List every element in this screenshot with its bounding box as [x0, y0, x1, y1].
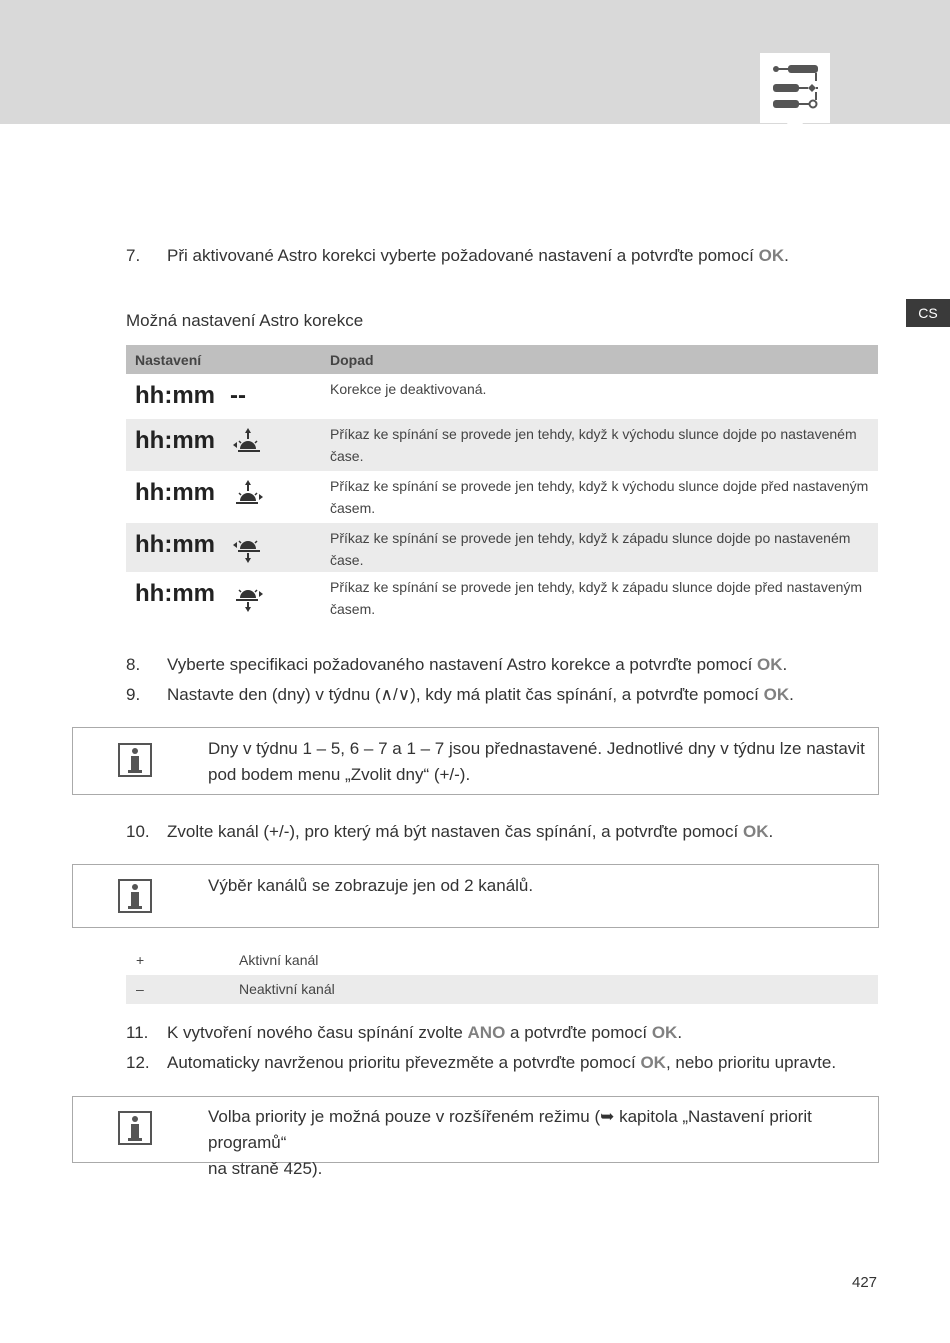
ok-key: OK — [742, 822, 769, 841]
step-number: 8. — [126, 655, 141, 674]
table-row — [126, 419, 878, 471]
ano-key: ANO — [467, 1023, 506, 1042]
time-setting: hh:mm — [135, 479, 215, 506]
astro-correction-table — [126, 345, 878, 624]
ok-key: OK — [640, 1053, 666, 1072]
sunrise-after-icon — [230, 427, 270, 457]
ok-key: OK — [758, 246, 785, 265]
info-icon — [118, 1111, 152, 1145]
ok-key: OK — [763, 685, 790, 704]
channel-sign: – — [136, 981, 144, 997]
section-title: Možná nastavení Astro korekce — [126, 311, 364, 330]
channel-row-active — [126, 946, 878, 975]
step-number: 9. — [126, 685, 141, 704]
page-number: 427 — [852, 1274, 878, 1291]
table-header — [126, 345, 878, 374]
step-text: Zvolte kanál (+/-), pro který má být nastaven čas spínání, a potvrďte pomocí OK. — [167, 822, 774, 841]
note-text: Dny v týdnu 1 – 5, 6 – 7 a 1 – 7 jsou přednastavené. Jednotlivé dny v týdnu lze nastavit pod bodem menu „Zvolit dny“ (+/-). — [208, 739, 865, 784]
table-row — [126, 523, 878, 572]
info-note — [72, 727, 879, 795]
channel-label: Neaktivní kanál — [239, 981, 335, 997]
step-number: 11. — [126, 1023, 149, 1042]
time-setting: hh:mm — [135, 427, 215, 454]
table-row — [126, 572, 878, 624]
effect-text: Příkaz ke spínání se provede jen tehdy, když k východu slunce dojde před nastaveným časem. — [330, 478, 869, 516]
step-text: K vytvoření nového času spínání zvolte ANO a potvrďte pomocí OK. — [167, 1023, 683, 1042]
program-flow-icon — [760, 53, 830, 123]
step-number: 7. — [126, 246, 141, 265]
effect-text: Korekce je deaktivovaná. — [330, 381, 487, 397]
step-text: Automaticky navrženou prioritu převezměte a potvrďte pomocí OK, nebo prioritu upravte. — [167, 1053, 837, 1072]
sunrise-before-icon — [230, 479, 270, 509]
dashes-icon: -- — [230, 382, 246, 409]
time-setting: hh:mm — [135, 580, 215, 607]
column-header-setting: Nastavení — [135, 352, 202, 368]
language-tab: CS — [906, 299, 950, 327]
table-row — [126, 374, 878, 419]
effect-text: Příkaz ke spínání se provede jen tehdy, když k východu slunce dojde po nastaveném čase. — [330, 426, 857, 464]
effect-text: Příkaz ke spínání se provede jen tehdy, když k západu slunce dojde před nastaveným časem. — [330, 579, 863, 617]
ok-key: OK — [757, 655, 783, 674]
time-setting: hh:mm — [135, 382, 215, 409]
header-icon-pointer — [787, 123, 803, 137]
step-text: Nastavte den (dny) v týdnu (∧/∨), kdy má platit čas spínání, a potvrďte pomocí OK. — [167, 685, 794, 704]
effect-text: Příkaz ke spínání se provede jen tehdy, když k západu slunce dojde po nastaveném čase. — [330, 530, 851, 568]
info-note — [72, 864, 879, 928]
step-number: 10. — [126, 822, 150, 841]
channel-label: Aktivní kanál — [239, 952, 319, 968]
info-note — [72, 1096, 879, 1178]
note-text: Výběr kanálů se zobrazuje jen od 2 kanálů. — [208, 876, 534, 895]
channel-sign: + — [136, 952, 145, 968]
cross-reference-arrow-icon: ➥ — [600, 1107, 615, 1126]
sunset-after-icon — [230, 535, 270, 565]
step-text: Vyberte specifikaci požadovaného nastavení Astro korekce a potvrďte pomocí OK. — [167, 655, 788, 674]
channel-row-inactive — [126, 975, 878, 1004]
sunset-before-icon — [230, 584, 270, 614]
table-row — [126, 471, 878, 523]
step-text: Při aktivované Astro korekci vyberte požadované nastavení a potvrďte pomocí OK. — [167, 246, 789, 265]
note-text: Volba priority je možná pouze v rozšířeném režimu (➥ kapitola „Nastavení priorit programů“ na straně 425). — [208, 1107, 812, 1178]
ok-key: OK — [651, 1023, 678, 1042]
column-header-effect: Dopad — [330, 352, 374, 368]
step-number: 12. — [126, 1053, 150, 1072]
info-icon — [118, 743, 152, 777]
info-icon — [118, 879, 152, 913]
time-setting: hh:mm — [135, 531, 215, 558]
